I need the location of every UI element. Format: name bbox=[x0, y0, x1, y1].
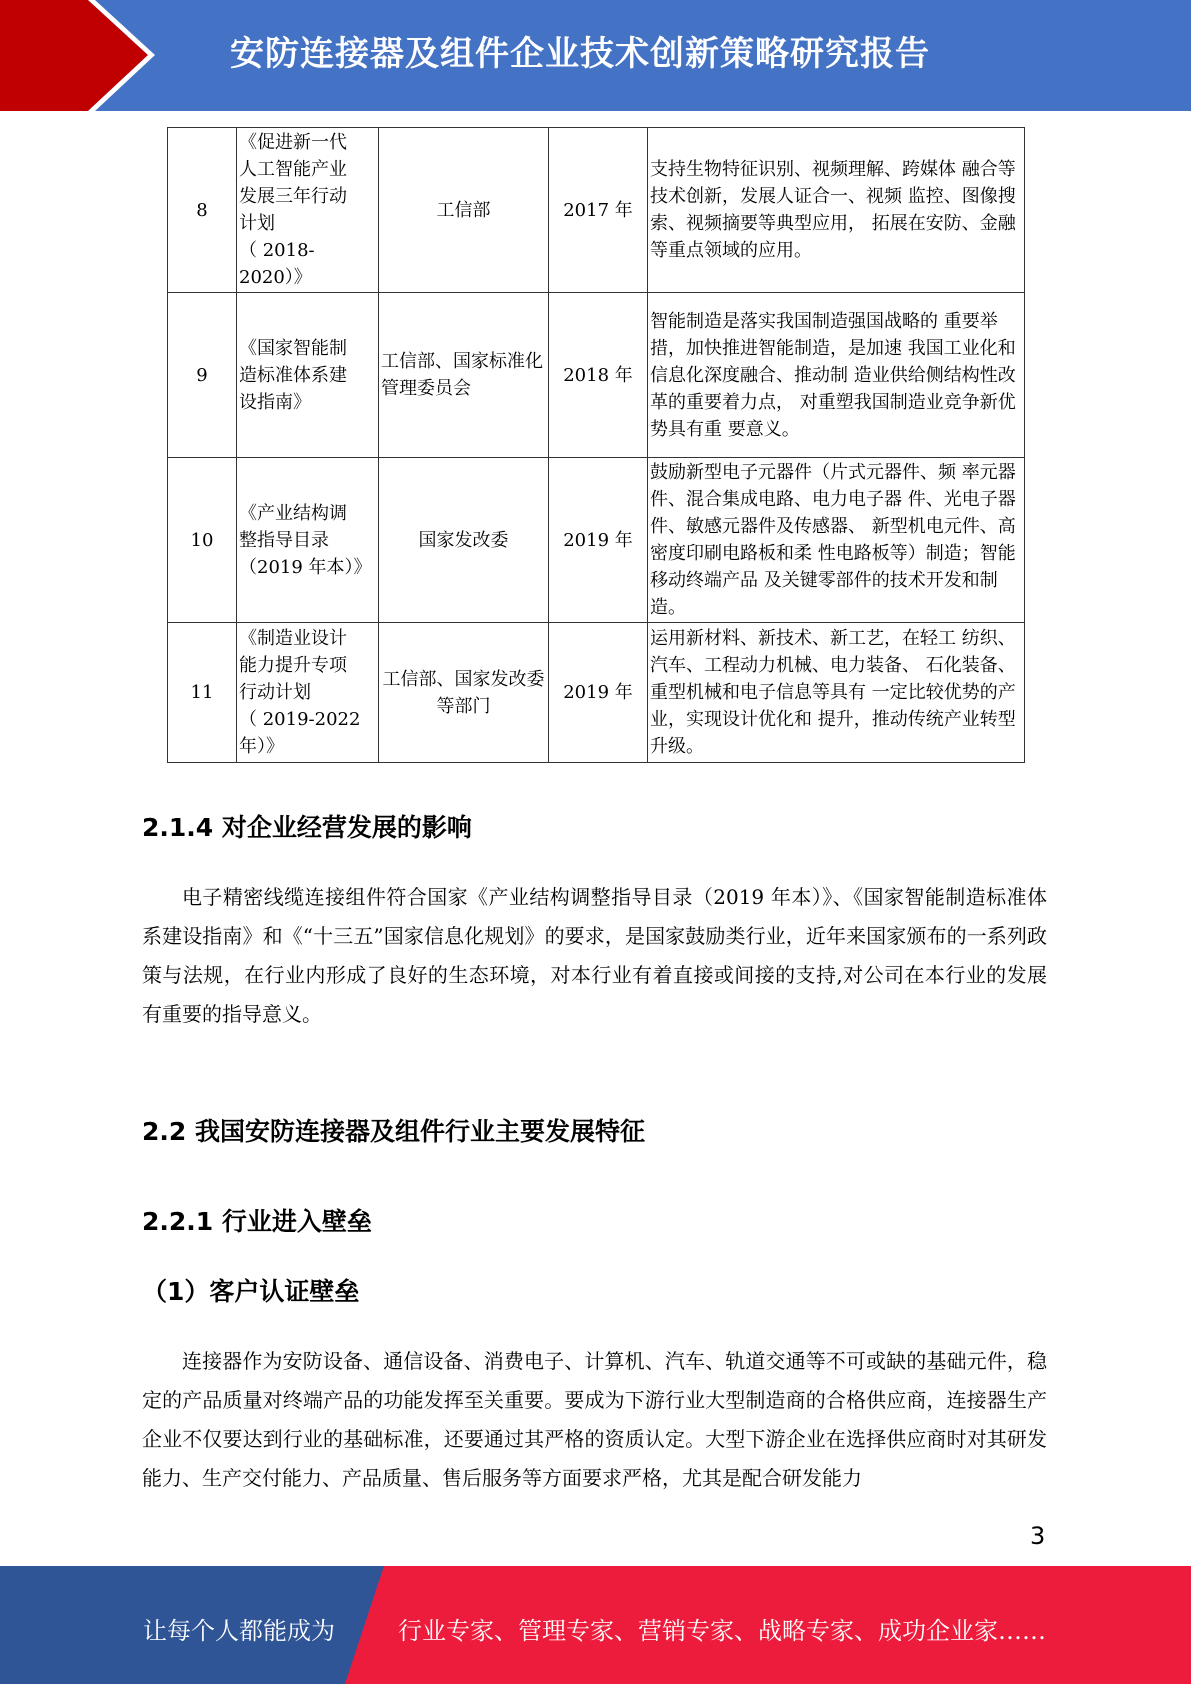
page-footer bbox=[0, 1566, 1191, 1684]
table-row bbox=[168, 128, 1025, 293]
section-2-2-1-paragraph: 连接器作为安防设备、通信设备、消费电子、计算机、汽车、轨道交通等不可或缺的基础元件，稳定的产品质量对终端产品的功能发挥至关重要。要成为下游行业大型制造商的合格供应商，连接器生产企业不仅要达到行业的基础标准，还要通过其严格的资质认定。大型下游企业在选择供应商时对其研发能力、生产交付能力、产品质量、售后服务等方面要求严格，尤其是配合研发能力 bbox=[142, 1349, 1047, 1490]
section-2-1-4-paragraph: 电子精密线缆连接组件符合国家《产业结构调整指导目录（2019 年本）》、《国家智能制造标准体系建设指南》和《“十三五”国家信息化规划》的要求，是国家鼓励类行业，近年来国家颁布的一系列政策与法规，在行业内形成了良好的生态环境，对本行业有着直接或间接的支持,对公司在本行业的发展有重要的指导意义。 bbox=[142, 885, 1047, 1026]
policy-name: 《产业结构调 整指导目录 （2019 年本）》 bbox=[237, 458, 379, 623]
sub-heading-customer-certification: （1）客户认证壁垒 bbox=[142, 1277, 360, 1306]
footer-slogan-left: 让每个人都能成为 bbox=[143, 1617, 335, 1645]
issue-year: 2019 年 bbox=[549, 623, 648, 763]
row-number: 8 bbox=[168, 128, 237, 293]
issuing-department: 工信部、国家发改委等部门 bbox=[379, 623, 549, 763]
issuing-department: 工信部 bbox=[379, 128, 549, 293]
row-number: 9 bbox=[168, 293, 237, 458]
policy-content: 智能制造是落实我国制造强国战略的 重要举措，加快推进智能制造，是加速 我国工业化和信息化深度融合、推动制 造业供给侧结构性改革的重要着力点， 对重塑我国制造业竞争新优势具有重 要意义。 bbox=[648, 293, 1025, 458]
section-heading-2-1-4: 2.1.4 对企业经营发展的影响 bbox=[142, 813, 472, 842]
header-title: 安防连接器及组件企业技术创新策略研究报告 bbox=[230, 34, 930, 74]
policy-name: 《国家智能制 造标准体系建 设指南》 bbox=[237, 293, 379, 458]
section-heading-2-2-1: 2.2.1 行业进入壁垒 bbox=[142, 1207, 372, 1236]
policy-content: 支持生物特征识别、视频理解、跨媒体 融合等技术创新，发展人证合一、视频 监控、图像搜索、视频摘要等典型应用， 拓展在安防、金融等重点领域的应用。 bbox=[648, 128, 1025, 293]
row-number: 11 bbox=[168, 623, 237, 763]
footer-slogan-right: 行业专家、管理专家、营销专家、战略专家、成功企业家…… bbox=[398, 1617, 1046, 1645]
table-row bbox=[168, 458, 1025, 623]
page-header bbox=[0, 0, 1191, 111]
page-number: 3 bbox=[1030, 1522, 1046, 1550]
issuing-department: 国家发改委 bbox=[379, 458, 549, 623]
policy-name: 《制造业设计 能力提升专项 行动计划 （ 2019-2022 年）》 bbox=[237, 623, 379, 763]
policy-name: 《促进新一代 人工智能产业 发展三年行动 计划 （ 2018- 2020）》 bbox=[237, 128, 379, 293]
table-row bbox=[168, 293, 1025, 458]
policy-table bbox=[167, 127, 1025, 763]
issue-year: 2019 年 bbox=[549, 458, 648, 623]
section-heading-2-2: 2.2 我国安防连接器及组件行业主要发展特征 bbox=[142, 1117, 645, 1146]
issue-year: 2017 年 bbox=[549, 128, 648, 293]
policy-content: 鼓励新型电子元器件（片式元器件、频 率元器件、混合集成电路、电力电子器 件、光电子器件、敏感元器件及传感器、 新型机电元件、高密度印刷电路板和柔 性电路板等）制造；智能移动终端产品 及关键零部件的技术开发和制造。 bbox=[648, 458, 1025, 623]
policy-content: 运用新材料、新技术、新工艺，在轻工 纺织、汽车、工程动力机械、电力装备、 石化装备、重型机械和电子信息等具有 一定比较优势的产业，实现设计优化和 提升，推动传统产业转型升级。 bbox=[648, 623, 1025, 763]
table-row bbox=[168, 623, 1025, 763]
issuing-department: 工信部、国家标准化管理委员会 bbox=[379, 293, 549, 458]
row-number: 10 bbox=[168, 458, 237, 623]
issue-year: 2018 年 bbox=[549, 293, 648, 458]
